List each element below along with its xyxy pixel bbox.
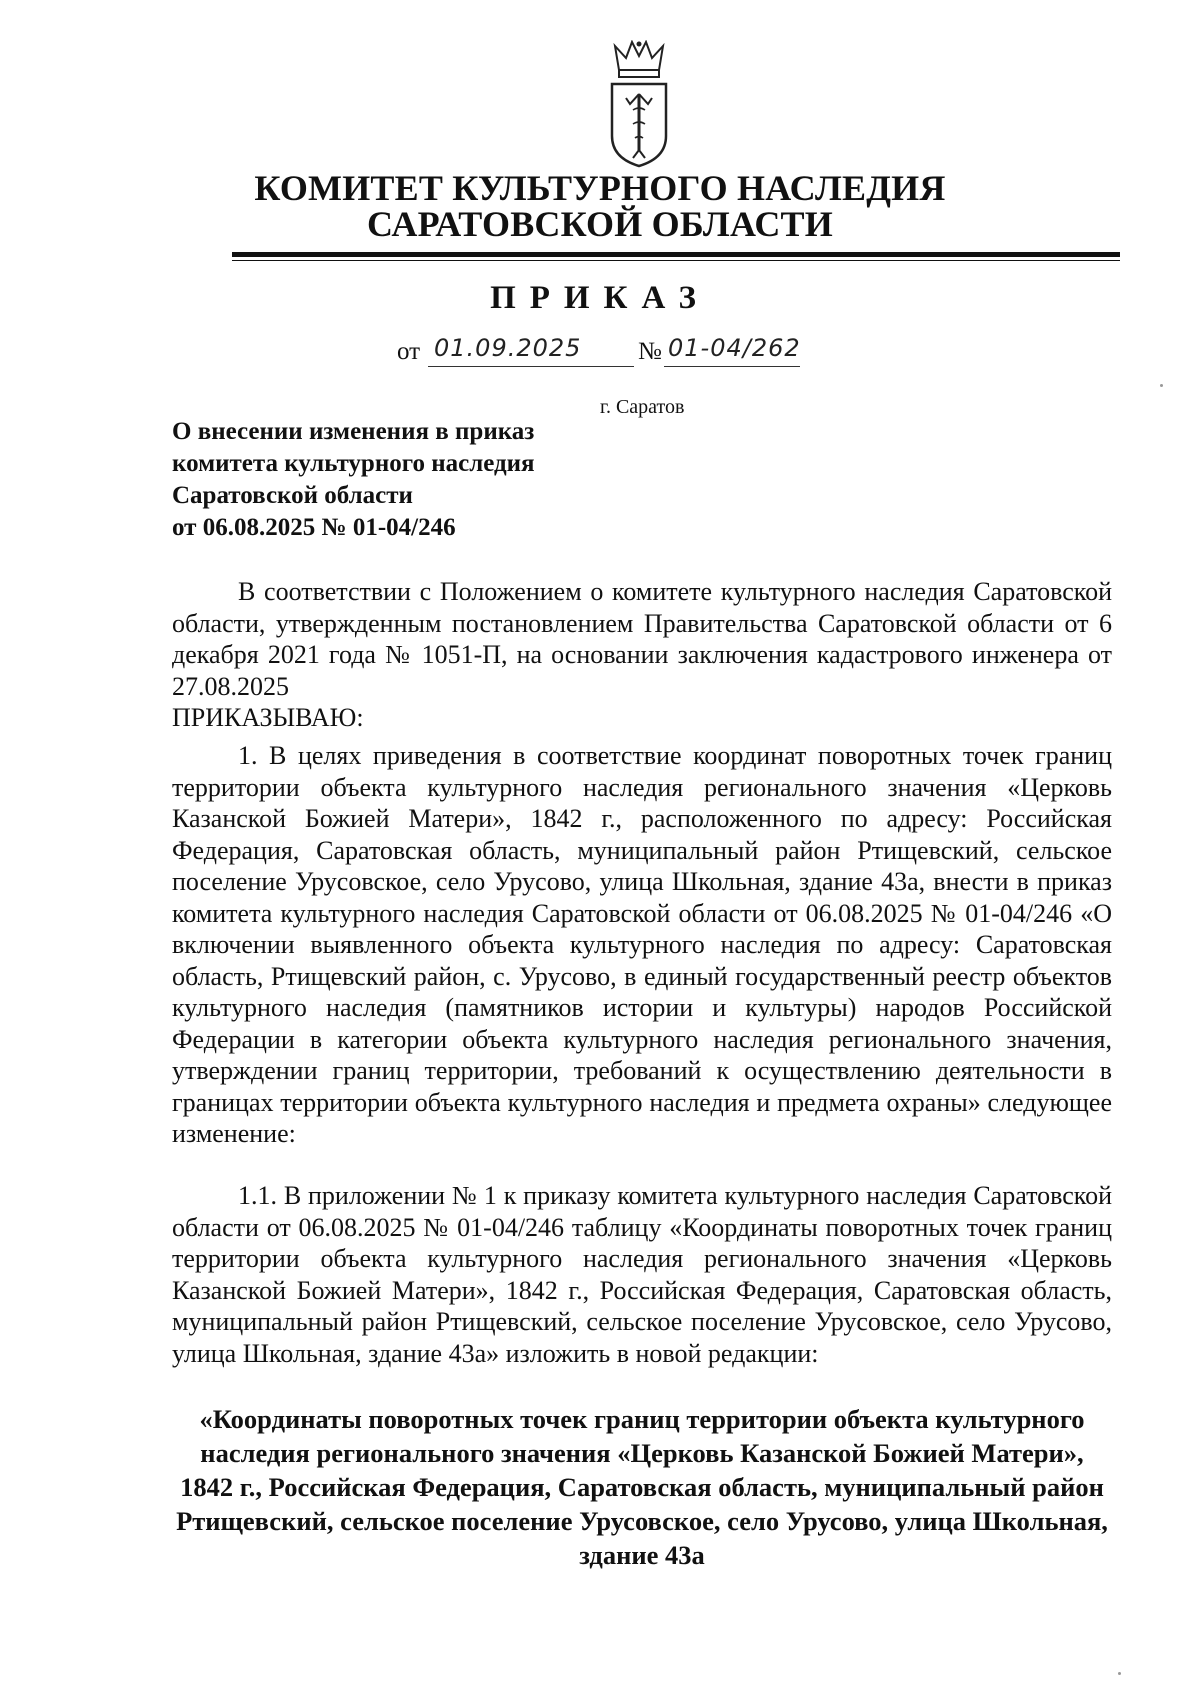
date-label: от — [397, 338, 421, 365]
number-underline — [664, 366, 800, 367]
saratov-coat-of-arms-icon — [606, 40, 672, 170]
item-1-1-paragraph: 1.1. В приложении № 1 к приказу комитета культурного наследия Саратовской области от 06.08.2025 № 01-04/246 таблицу «Координаты поворотных точек границ территории объекта культурного наследия регионального значения «Церковь Казанской Божией Матери», 1842 г., Российская Федерация, Саратовская область, муниципальный район Ртищевский, сельское поселение Урусовское, село Урусово, улица Школьная, здание 43а» изложить в новой редакции: — [172, 1181, 1112, 1368]
header-divider-thick — [232, 252, 1120, 257]
subject-line: О внесении изменения в приказ — [172, 418, 535, 445]
scan-speck — [1160, 384, 1163, 387]
document-title: ПРИКАЗ — [490, 280, 710, 316]
preamble-block — [172, 576, 1112, 734]
org-name-line1: КОМИТЕТ КУЛЬТУРНОГО НАСЛЕДИЯ — [254, 168, 946, 208]
table-heading: «Координаты поворотных точек границ территории объекта культурного наследия регионального значения «Церковь Казанской Божией Матери», 1842 г., Российская Федерация, Саратовская область, муниципальный район Ртищевский, сельское поселение Урусовское, село Урусово, улица Школьная, здание 43а — [176, 1404, 1108, 1570]
order-number-handwritten: 01-04/262 — [668, 334, 801, 362]
header-divider-thin — [232, 260, 1120, 261]
subject-line: комитета культурного наследия — [172, 450, 535, 477]
order-date-handwritten: 01.09.2025 — [434, 334, 582, 362]
item-1-1-block — [172, 1180, 1112, 1369]
date-underline — [428, 366, 634, 367]
city-label: г. Саратов — [600, 396, 685, 418]
subject-line: от 06.08.2025 № 01-04/246 — [172, 514, 456, 541]
scan-speck — [1118, 1672, 1121, 1675]
subject-line: Саратовской области — [172, 482, 413, 509]
order-subject — [172, 416, 652, 544]
item-1-paragraph: 1. В целях приведения в соответствие координат поворотных точек границ территории объекта культурного наследия регионального значения «Церковь Казанской Божией Матери», 1842 г., расположенного по адресу: Российская Федерация, Саратовская область, муниципальный район Ртищевский, сельское поселение Урусовское, село Урусово, улица Школьная, здание 43а, внести в приказ комитета культурного наследия Саратовской области от 06.08.2025 № 01-04/246 «О включении выявленного объекта культурного наследия по адресу: Саратовская область, Ртищевский район, с. Урусово, в единый государственный реестр объектов культурного наследия (памятников истории и культуры) народов Российской Федерации в категории объекта культурного наследия регионального значения, утверждении границ территории, требований к осуществлению деятельности в границах территории объекта культурного наследия и предмета охраны» следующее изменение: — [172, 741, 1112, 1148]
order-directive: ПРИКАЗЫВАЮ: — [172, 703, 364, 732]
number-label: № — [638, 338, 662, 365]
preamble-paragraph: В соответствии с Положением о комитете культурного наследия Саратовской области, утвержденным постановлением Правительства Саратовской области от 6 декабря 2021 года № 1051-П, на основании заключения кадастрового инженера от 27.08.2025 — [172, 577, 1112, 701]
item-1-block — [172, 740, 1112, 1150]
org-name-line2: САРАТОВСКОЙ ОБЛАСТИ — [367, 204, 833, 244]
